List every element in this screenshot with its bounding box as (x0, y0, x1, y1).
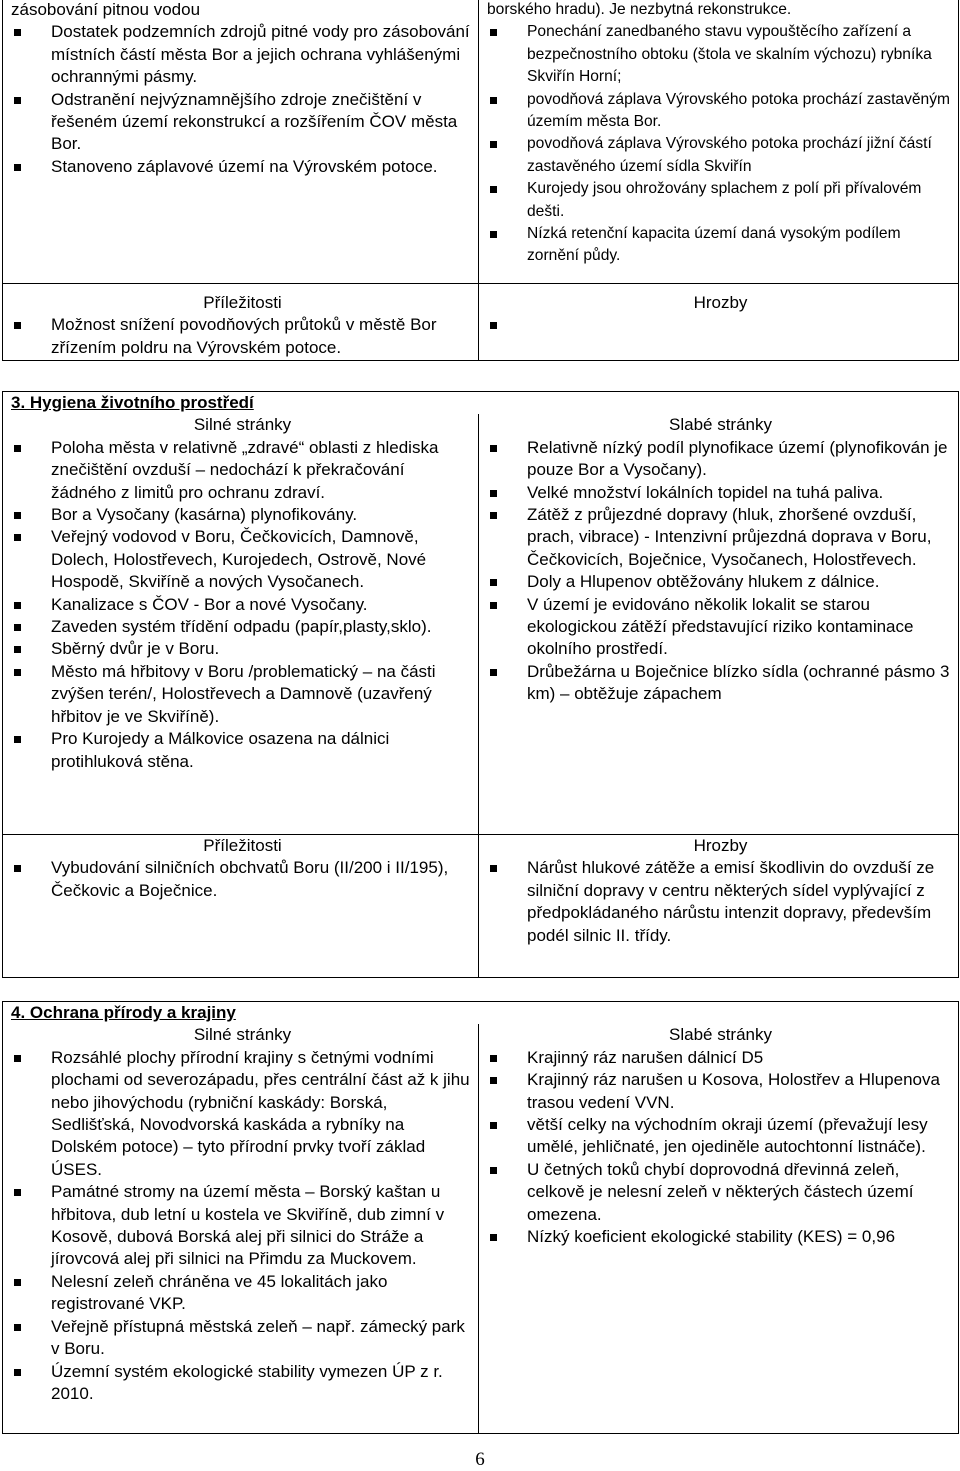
section-title: 3. Hygiena životního prostředí (11, 393, 254, 412)
opportunities-list (11, 314, 474, 359)
list-item: Dostatek podzemních zdrojů pitné vody pro zásobování místních částí města Bor a jejich ochrana vyhlášenými ochrannými pásmy. (11, 21, 474, 88)
list-item: Zaveden systém třídění odpadu (papír,plasty,sklo). (11, 616, 474, 638)
threats-cell (479, 834, 959, 977)
strengths-weaknesses-row (3, 414, 959, 834)
weaknesses-cell (479, 0, 959, 284)
continued-text: zásobování pitnou vodou (11, 0, 201, 19)
list-item: Krajinný ráz narušen u Kosova, Holostřev a Hlupenova trasou vedení VVN. (487, 1069, 954, 1114)
weaknesses-heading: Slabé stránky (669, 1025, 772, 1045)
list-item: Nelesní zeleň chráněna ve 45 lokalitách jako registrované VKP. (11, 1271, 474, 1316)
section-title-row (3, 392, 959, 415)
list-item: Krajinný ráz narušen dálnicí D5 (487, 1047, 954, 1069)
strengths-cell (3, 1024, 479, 1433)
water-swot-table (2, 0, 959, 361)
strengths-cell (3, 414, 479, 834)
list-item: větší celky na východním okraji území (převažují lesy umělé, jehličnaté, jen ojediněle autochtonní listnáče). (487, 1114, 954, 1159)
list-item: Drůbežárna u Boječnice blízko sídla (ochranné pásmo 3 km) – obtěžuje zápachem (487, 661, 954, 706)
threats-heading: Hrozby (693, 835, 748, 855)
list-item: Stanoveno záplavové území na Výrovském potoce. (11, 156, 474, 178)
list-item: Kurojedy jsou ohrožovány splachem z polí při přívalovém dešti. (487, 178, 954, 223)
list-item: povodňová záplava Výrovského potoka prochází jižní částí zastavěného území sídla Skviřín (487, 133, 954, 178)
continued-text: borského hradu). Je nezbytná rekonstrukce. (487, 1, 792, 18)
opportunities-heading: Příležitosti (203, 835, 282, 855)
list-item: Doly a Hlupenov obtěžovány hlukem z dálnice. (487, 571, 954, 593)
list-item: Nízká retenční kapacita území daná vysokým podílem zornění půdy. (487, 223, 954, 268)
list-item: Bor a Vysočany (kasárna) plynofikovány. (11, 504, 474, 526)
opportunities-threats-row (3, 284, 959, 361)
hygiene-swot-table (2, 391, 959, 978)
weaknesses-cell (479, 1024, 959, 1433)
weaknesses-list (487, 1047, 954, 1249)
list-item (487, 314, 954, 336)
list-item: Zátěž z průjezdné dopravy (hluk, zhoršené ovzduší, prach, vibrace) - Intenzivní průjezdná doprava v Boru, Čečkovicích, Boječnice, Vysočanech, Holostřevech. (487, 504, 954, 571)
threats-heading: Hrozby (693, 293, 748, 312)
list-item: Nárůst hlukové zátěže a emisí škodlivin do ovzduší ze silniční dopravy v centru některých sídel vyplývající z předpokládaného nárůstu intenzit dopravy, především podél silnic II. třídy. (487, 857, 954, 947)
list-item: Památné stromy na území města – Borský kaštan u hřbitova, dub letní u kostela ve Skviříně, dub zimní v Kosově, dubová Borská alej při silnici do Stráže a jírovcová alej při silnici na Přimdu za Muckovem. (11, 1181, 474, 1271)
threats-list (487, 857, 954, 947)
opportunities-cell (3, 284, 479, 361)
opportunities-threats-row (3, 834, 959, 977)
list-item: Veřejně přístupná městská zeleň – např. zámecký park v Boru. (11, 1316, 474, 1361)
list-item: V území je evidováno několik lokalit se starou ekologickou zátěží představující riziko kontaminace okolního prostředí. (487, 594, 954, 661)
weaknesses-heading: Slabé stránky (669, 415, 772, 435)
list-item: Pro Kurojedy a Málkovice osazena na dálnici protihluková stěna. (11, 728, 474, 773)
list-item: Poloha města v relativně „zdravé“ oblasti z hlediska znečištění ovzduší – nedochází k překračování žádného z limitů pro ochranu zdraví. (11, 437, 474, 504)
nature-swot-table (2, 1001, 959, 1434)
opportunities-cell (3, 834, 479, 977)
list-item: Ponechání zanedbaného stavu vypouštěcího zařízení a bezpečnostního obtoku (štola ve skalním výchozu) rybníka Skviřín Horní; (487, 21, 954, 88)
list-item: Velké množství lokálních topidel na tuhá paliva. (487, 482, 954, 504)
strengths-weaknesses-row (3, 0, 959, 284)
opportunities-list (11, 857, 474, 902)
strengths-weaknesses-row (3, 1024, 959, 1433)
weaknesses-cell (479, 414, 959, 834)
section-title-row (3, 1002, 959, 1025)
strengths-list (11, 437, 474, 773)
page-number: 6 (475, 1449, 485, 1470)
list-item: Relativně nízký podíl plynofikace území (plynofikován je pouze Bor a Vysočany). (487, 437, 954, 482)
strengths-heading: Silné stránky (193, 1025, 292, 1045)
list-item: Územní systém ekologické stability vymezen ÚP z r. 2010. (11, 1361, 474, 1406)
list-item: povodňová záplava Výrovského potoka prochází zastavěným územím města Bor. (487, 89, 954, 134)
list-item: Vybudování silničních obchvatů Boru (II/200 i II/195), Čečkovic a Boječnice. (11, 857, 474, 902)
list-item: U četných toků chybí doprovodná dřevinná zeleň, celkově je nelesní zeleň v některých částech území omezena. (487, 1159, 954, 1226)
list-item: Odstranění nejvýznamnějšího zdroje znečištění v řešeném území rekonstrukcí a rozšířením ČOV města Bor. (11, 89, 474, 156)
section-title: 4. Ochrana přírody a krajiny (11, 1003, 236, 1022)
weaknesses-list (487, 21, 954, 267)
list-item: Sběrný dvůr je v Boru. (11, 638, 474, 660)
list-item: Kanalizace s ČOV - Bor a nové Vysočany. (11, 594, 474, 616)
list-item: Rozsáhlé plochy přírodní krajiny s četnými vodními plochami od severozápadu, přes centrální část až k jihu nebo jihovýchodu (rybniční kaskády: Borská, Sedlišťská, Novodvorská kaskáda a rybníky na Dolském potoce) – tyto přírodní prvky tvoří základ ÚSES. (11, 1047, 474, 1181)
list-item: Veřejný vodovod v Boru, Čečkovicích, Damnově, Dolech, Holostřevech, Kurojedech, Ostrově, Nové Hospodě, Skviříně a nových Vysočanech. (11, 526, 474, 593)
strengths-list (11, 1047, 474, 1406)
list-item: Nízký koeficient ekologické stability (KES) = 0,96 (487, 1226, 954, 1248)
strengths-list (11, 21, 474, 178)
strengths-cell (3, 0, 479, 284)
list-item: Možnost snížení povodňových průtoků v městě Bor zřízením poldru na Výrovském potoce. (11, 314, 474, 359)
threats-cell (479, 284, 959, 361)
weaknesses-list (487, 437, 954, 706)
opportunities-heading: Příležitosti (203, 293, 282, 312)
threats-list (487, 314, 954, 336)
strengths-heading: Silné stránky (193, 415, 292, 435)
list-item: Město má hřbitovy v Boru /problematický – na části zvýšen terén/, Holostřevech a Damnově (uzavřený hřbitov je ve Skviříně). (11, 661, 474, 728)
